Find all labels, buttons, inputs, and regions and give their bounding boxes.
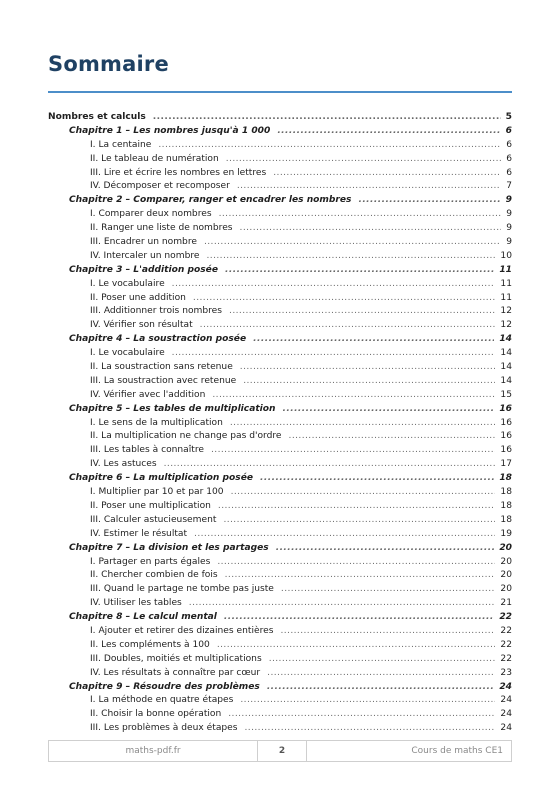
toc-entry-section[interactable] <box>48 236 512 250</box>
toc-entry-page: 16 <box>499 403 512 414</box>
toc-dot-leader <box>172 347 496 361</box>
toc-dot-leader <box>204 236 501 250</box>
toc-entry-page: 12 <box>500 306 512 317</box>
toc-dot-leader <box>217 556 495 570</box>
toc-entry-page: 6 <box>505 125 512 136</box>
toc-dot-leader <box>231 486 496 500</box>
toc-entry-label: II. Poser une multiplication <box>90 500 211 511</box>
toc-dot-leader <box>194 528 495 542</box>
toc-entry-page: 16 <box>500 445 512 456</box>
toc-dot-leader <box>283 403 495 417</box>
toc-entry-section[interactable] <box>48 278 512 292</box>
toc-entry-page: 19 <box>500 528 512 539</box>
toc-entry-label: Chapitre 9 – Résoudre des problèmes <box>69 681 260 692</box>
toc-dot-leader <box>200 319 496 333</box>
toc-entry-page: 9 <box>506 223 512 234</box>
toc-dot-leader <box>226 153 501 167</box>
toc-entry-label: Chapitre 6 – La multiplication posée <box>69 473 254 484</box>
toc-entry-section[interactable] <box>48 389 512 403</box>
toc-entry-section[interactable] <box>48 667 512 681</box>
toc-entry-section[interactable] <box>48 597 512 611</box>
toc-entry-page: 5 <box>505 112 512 122</box>
toc-entry-section[interactable] <box>48 583 512 597</box>
toc-entry-label: III. La soustraction avec retenue <box>90 375 237 386</box>
toc-entry-label: III. Calculer astucieusement <box>90 514 217 525</box>
toc-entry-section[interactable] <box>48 292 512 306</box>
toc-entry-label: Chapitre 7 – La division et les partages <box>69 542 269 553</box>
toc-entry-label: I. Multiplier par 10 et par 100 <box>90 487 224 498</box>
toc-entry-page: 17 <box>500 459 512 470</box>
toc-entry-section[interactable] <box>48 514 512 528</box>
toc-entry-section[interactable] <box>48 430 512 444</box>
toc-dot-leader <box>217 639 496 653</box>
toc-dot-leader <box>243 375 495 389</box>
toc-dot-leader <box>253 333 494 347</box>
toc-dot-leader <box>225 569 496 583</box>
toc-entry-label: I. La méthode en quatre étapes <box>90 695 234 706</box>
toc-entry-label: IV. Vérifier son résultat <box>90 320 193 331</box>
toc-entry-label: Chapitre 4 – La soustraction posée <box>69 334 247 345</box>
toc-entry-page: 22 <box>500 625 512 636</box>
toc-entry-label: I. Ajouter et retirer des dizaines entières <box>90 625 274 636</box>
toc-dot-leader <box>225 264 494 278</box>
toc-dot-leader <box>219 208 502 222</box>
toc-entry-label: IV. Les résultats à connaître par cœur <box>90 667 261 678</box>
toc-dot-leader <box>164 458 496 472</box>
toc-dot-leader <box>240 361 496 375</box>
toc-entry-label: I. Comparer deux nombres <box>90 209 212 220</box>
toc-dot-leader <box>193 292 496 306</box>
toc-entry-page: 16 <box>500 417 512 428</box>
footer-page-number: 2 <box>258 741 307 761</box>
toc-entry-page: 7 <box>506 181 512 192</box>
toc-entry-section[interactable] <box>48 486 512 500</box>
toc-entry-section[interactable] <box>48 458 512 472</box>
toc-entry-page: 14 <box>500 348 512 359</box>
toc-entry-label: III. Lire et écrire les nombres en lettres <box>90 167 267 178</box>
toc-entry-page: 23 <box>500 667 512 678</box>
toc-entry-label: III. Doubles, moitiés et multiplications <box>90 653 262 664</box>
toc-entry-chapter[interactable] <box>48 681 512 695</box>
toc-entry-page: 11 <box>499 264 512 275</box>
footer-site: maths-pdf.fr <box>49 741 258 761</box>
toc-dot-leader <box>158 139 501 153</box>
toc-entry-page: 6 <box>506 153 512 164</box>
toc-entry-label: IV. Intercaler un nombre <box>90 250 200 261</box>
toc-entry-page: 24 <box>500 723 512 734</box>
toc-entry-page: 6 <box>506 139 512 150</box>
toc-entry-page: 16 <box>500 431 512 442</box>
toc-entry-label: IV. Estimer le résultat <box>90 528 188 539</box>
toc-entry-page: 15 <box>500 389 512 400</box>
toc-entry-section[interactable] <box>48 417 512 431</box>
title-underline <box>48 91 512 93</box>
toc-entry-label: III. Encadrer un nombre <box>90 237 197 248</box>
toc-entry-section[interactable] <box>48 625 512 639</box>
toc-entry-label: II. Choisir la bonne opération <box>90 709 222 720</box>
toc-entry-section[interactable] <box>48 528 512 542</box>
toc-entry-section[interactable] <box>48 222 512 236</box>
toc-dot-leader <box>281 583 496 597</box>
toc-dot-leader <box>224 611 494 625</box>
toc-dot-leader <box>260 472 494 486</box>
toc-entry-label: II. La multiplication ne change pas d'ordre <box>90 431 282 442</box>
toc-entry-page: 22 <box>500 639 512 650</box>
toc-entry-chapter[interactable] <box>48 194 512 208</box>
toc-entry-chapter[interactable] <box>48 611 512 625</box>
toc-dot-leader <box>280 625 495 639</box>
toc-dot-leader <box>230 417 496 431</box>
toc-dot-leader <box>269 653 496 667</box>
toc-dot-leader <box>207 250 496 264</box>
toc-dot-leader <box>218 500 496 514</box>
toc-entry-label: I. Le sens de la multiplication <box>90 417 223 428</box>
toc-entry-page: 20 <box>500 570 512 581</box>
toc-entry-label: I. Partager en parts égales <box>90 556 211 567</box>
toc-dot-leader <box>358 194 500 208</box>
toc-entry-label: II. Le tableau de numération <box>90 153 219 164</box>
toc-entry-label: III. Les tables à connaître <box>90 445 204 456</box>
toc-entry-page: 21 <box>500 598 512 609</box>
toc-entry-page: 12 <box>500 320 512 331</box>
toc-entry-page: 20 <box>500 556 512 567</box>
page-title: Sommaire <box>48 52 169 76</box>
toc-entry-page: 18 <box>499 473 512 484</box>
toc-entry-section[interactable] <box>48 375 512 389</box>
toc-dot-leader <box>267 681 495 695</box>
toc-entry-label: I. Le vocabulaire <box>90 278 165 289</box>
toc-entry-page: 24 <box>500 695 512 706</box>
toc-dot-leader <box>153 111 501 125</box>
toc-dot-leader <box>229 305 495 319</box>
toc-entry-label: Chapitre 8 – Le calcul mental <box>69 612 217 623</box>
toc-dot-leader <box>189 597 496 611</box>
footer-course: Cours de maths CE1 <box>411 746 503 756</box>
toc-dot-leader <box>289 430 496 444</box>
toc-entry-page: 18 <box>500 500 512 511</box>
toc-entry-page: 18 <box>500 514 512 525</box>
toc-entry-label: II. Ranger une liste de nombres <box>90 223 233 234</box>
toc-dot-leader <box>223 514 495 528</box>
toc-entry-page: 14 <box>499 334 512 345</box>
toc-dot-leader <box>228 708 495 722</box>
toc-entry-section[interactable] <box>48 153 512 167</box>
toc-entry-page: 9 <box>506 237 512 248</box>
toc-dot-leader <box>237 180 501 194</box>
toc-entry-section[interactable] <box>48 653 512 667</box>
toc-dot-leader <box>276 542 495 556</box>
toc-entry-page: 11 <box>500 292 512 303</box>
toc-entry-section[interactable] <box>48 305 512 319</box>
toc-entry-section[interactable] <box>48 500 512 514</box>
toc-entry-section[interactable] <box>48 708 512 722</box>
toc-dot-leader <box>211 444 495 458</box>
toc-entry-page: 9 <box>506 209 512 220</box>
toc-entry-page: 11 <box>500 278 512 289</box>
toc-dot-leader <box>273 167 501 181</box>
table-of-contents <box>48 111 512 736</box>
toc-entry-section[interactable] <box>48 180 512 194</box>
toc-entry-chapter[interactable] <box>48 472 512 486</box>
toc-entry-label: IV. Décomposer et recomposer <box>90 181 230 192</box>
toc-entry-label: Chapitre 1 – Les nombres jusqu'à 1 000 <box>69 125 271 136</box>
toc-entry-page: 14 <box>500 362 512 373</box>
toc-entry-page: 9 <box>505 195 512 206</box>
toc-entry-section[interactable] <box>48 361 512 375</box>
toc-entry-label: III. Les problèmes à deux étapes <box>90 723 238 734</box>
toc-entry-section[interactable] <box>48 569 512 583</box>
toc-dot-leader <box>245 722 496 736</box>
toc-entry-label: IV. Les astuces <box>90 459 157 470</box>
toc-entry-label: Chapitre 3 – L'addition posée <box>69 264 218 275</box>
toc-entry-label: IV. Utiliser les tables <box>90 598 182 609</box>
toc-entry-page: 22 <box>500 653 512 664</box>
toc-entry-page: 24 <box>499 681 512 692</box>
toc-entry-label: III. Additionner trois nombres <box>90 306 223 317</box>
toc-entry-section[interactable] <box>48 167 512 181</box>
toc-entry-label: III. Quand le partage ne tombe pas juste <box>90 584 274 595</box>
toc-entry-page: 6 <box>506 167 512 178</box>
toc-entry-label: I. La centaine <box>90 139 152 150</box>
toc-entry-label: II. Poser une addition <box>90 292 186 303</box>
toc-dot-leader <box>267 667 495 681</box>
toc-entry-section[interactable] <box>48 639 512 653</box>
toc-entry-label: I. Le vocabulaire <box>90 348 165 359</box>
toc-dot-leader <box>172 278 496 292</box>
toc-entry-chapter[interactable] <box>48 333 512 347</box>
toc-entry-section[interactable] <box>48 250 512 264</box>
toc-entry-page: 20 <box>499 542 512 553</box>
toc-entry-label: II. Les compléments à 100 <box>90 639 210 650</box>
toc-entry-chapter[interactable] <box>48 542 512 556</box>
toc-entry-label: IV. Vérifier avec l'addition <box>90 389 206 400</box>
toc-dot-leader <box>212 389 495 403</box>
toc-entry-label: Nombres et calculs <box>48 112 146 122</box>
toc-entry-page: 20 <box>500 584 512 595</box>
toc-entry-label: II. La soustraction sans retenue <box>90 362 233 373</box>
toc-entry-section[interactable] <box>48 694 512 708</box>
toc-entry-section[interactable] <box>48 347 512 361</box>
toc-entry-label: Chapitre 5 – Les tables de multiplication <box>69 403 276 414</box>
toc-entry-part[interactable] <box>48 111 512 125</box>
toc-entry-section[interactable] <box>48 444 512 458</box>
page-footer <box>48 740 512 762</box>
toc-entry-section[interactable] <box>48 208 512 222</box>
toc-entry-label: Chapitre 2 – Comparer, ranger et encadrer les nombres <box>69 195 352 206</box>
toc-dot-leader <box>240 694 495 708</box>
toc-entry-section[interactable] <box>48 139 512 153</box>
toc-entry-section[interactable] <box>48 319 512 333</box>
toc-entry-section[interactable] <box>48 722 512 736</box>
toc-entry-chapter[interactable] <box>48 125 512 139</box>
toc-entry-section[interactable] <box>48 556 512 570</box>
toc-entry-page: 24 <box>500 709 512 720</box>
toc-entry-label: II. Chercher combien de fois <box>90 570 218 581</box>
toc-entry-page: 18 <box>500 487 512 498</box>
toc-entry-page: 22 <box>499 612 512 623</box>
toc-dot-leader <box>240 222 502 236</box>
toc-entry-page: 10 <box>500 250 512 261</box>
toc-dot-leader <box>277 125 500 139</box>
toc-entry-chapter[interactable] <box>48 403 512 417</box>
toc-entry-chapter[interactable] <box>48 264 512 278</box>
toc-entry-page: 14 <box>500 375 512 386</box>
